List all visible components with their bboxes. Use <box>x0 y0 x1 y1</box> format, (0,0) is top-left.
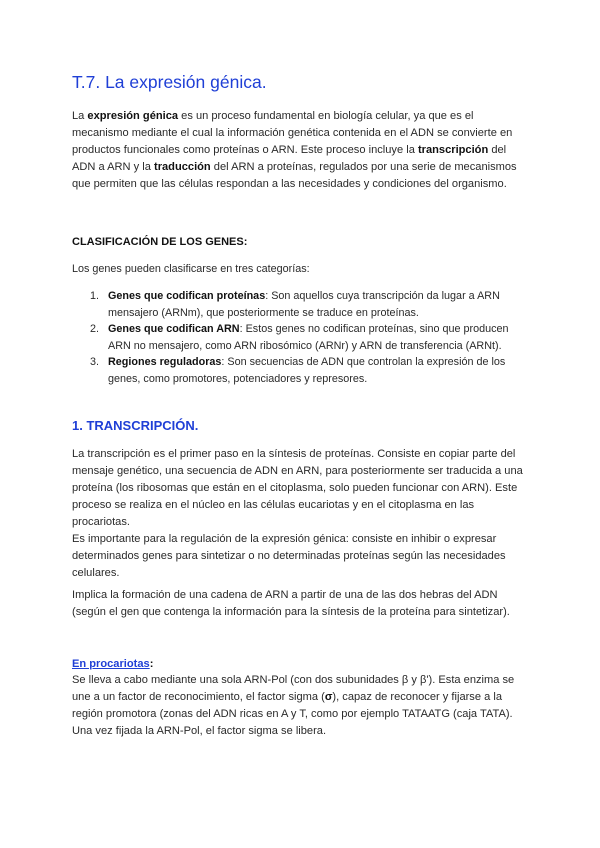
prokaryotes-text-2: ), capaz de reconocer y fijarse a la región promotora (zonas del ADN ricas en A y T, como por ejemplo TATAATG (caja TATA). Una vez fijada la ARN-Pol, el factor sigma se libera. <box>72 691 513 737</box>
intro-bold-expresion: expresión génica <box>87 110 179 122</box>
list-item-number: 2. <box>90 323 100 335</box>
classification-lead: Los genes pueden clasificarse en tres categorías: <box>72 263 310 275</box>
intro-text-1: La <box>72 110 88 122</box>
intro-bold-transcripcion: transcripción <box>417 144 489 156</box>
classification-heading: CLASIFICACIÓN DE LOS GENES: <box>72 236 248 248</box>
intro-text-3: del ADN a ARN y la <box>72 144 507 173</box>
prokaryotes-heading-colon: : <box>149 658 154 670</box>
list-item <box>90 288 530 321</box>
intro-paragraph <box>72 108 528 193</box>
list-item-text: : Estos genes no codifican proteínas, sino que producen ARN no mensajero, como ARN ribosómico (ARNr) y ARN de transferencia (ARNt). <box>108 323 509 352</box>
transcription-paragraph-3: Implica la formación de una cadena de ARN a partir de una de las dos hebras del ADN (según el gen que contenga la información para la síntesis de la proteína para sintetizar). <box>72 589 510 618</box>
transcription-heading: 1. TRANSCRIPCIÓN. <box>72 418 199 433</box>
list-item-text: : Son aquellos cuya transcripción da lugar a ARN mensajero (ARNm), que posteriormente se traduce en proteínas. <box>108 290 500 319</box>
list-item <box>90 321 530 354</box>
list-item-number: 3. <box>90 356 100 368</box>
list-item-title: Genes que codifican ARN <box>108 323 240 335</box>
transcription-paragraph-2: Es importante para la regulación de la expresión génica: consiste en inhibir o expresar determinados genes para sintetizar o no determinadas proteínas según las necesidades celulares. <box>72 533 506 579</box>
prokaryotes-text-1: Se lleva a cabo mediante una sola ARN-Pol (con dos subunidades β y β'). Esta enzima se une a un factor de reconocimiento, el factor sigma ( <box>72 674 515 703</box>
prokaryotes-paragraph <box>72 672 528 740</box>
intro-text-2: es un proceso fundamental en biología celular, ya que es el mecanismo mediante el cual la información genética contenida en el ADN se convierte en productos funcionales como proteínas o ARN. Este proceso incluye la <box>72 110 513 156</box>
transcription-paragraph-1: La transcripción es el primer paso en la síntesis de proteínas. Consiste en copiar parte del mensaje genético, una secuencia de ADN en ARN, para posteriormente ser traducida a una proteína (los ribosomas que están en el citoplasma, solo pueden funcionar con ARN). Este proceso se realiza en el núcleo en las células eucariotas y en el citoplasma en las procariotas. <box>72 448 523 528</box>
list-item <box>90 354 530 387</box>
list-item-number: 1. <box>90 290 100 302</box>
intro-bold-traduccion: traducción <box>154 161 211 173</box>
gene-category-list <box>90 288 530 387</box>
intro-text-4: del ARN a proteínas, regulados por una serie de mecanismos que permiten que las células respondan a las necesidades y condiciones del organismo. <box>72 161 517 190</box>
sigma-symbol: σ <box>324 691 333 703</box>
document-title: T.7. La expresión génica. <box>72 72 267 92</box>
prokaryotes-heading-text: En procariotas <box>72 658 150 670</box>
list-item-text: : Son secuencias de ADN que controlan la expresión de los genes, como promotores, potenciadores y represores. <box>108 356 506 385</box>
list-item-title: Regiones reguladoras <box>108 356 222 368</box>
prokaryotes-heading <box>72 658 153 670</box>
list-item-title: Genes que codifican proteínas <box>108 290 266 302</box>
